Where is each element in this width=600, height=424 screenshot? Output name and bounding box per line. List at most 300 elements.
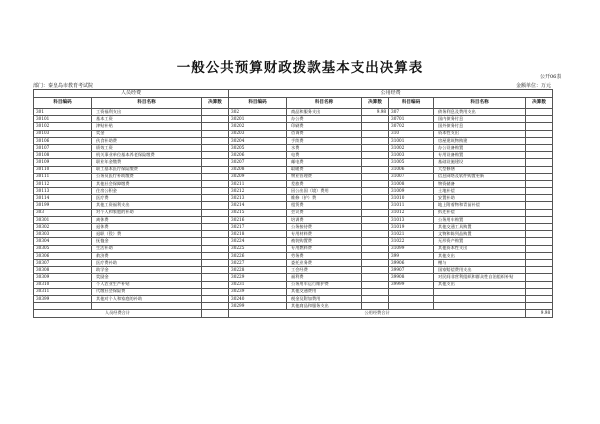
cell-amount [526,281,553,288]
cell-code: 30113 [34,188,92,195]
cell-code: 310 [389,130,434,137]
cell-code: 30229 [229,274,287,281]
col-header-code: 科目编码 [389,98,434,109]
cell-code: 30202 [229,123,287,130]
table-row [34,159,553,166]
cell-name: 生活补助 [92,245,202,252]
cell-code: 30205 [229,144,287,151]
table-row [34,274,553,281]
cell-amount [526,216,553,223]
cell-amount [362,166,389,173]
table-row [34,144,553,151]
cell-code: 30217 [229,224,287,231]
cell-amount [526,267,553,274]
cell-code: 31099 [389,245,434,252]
cell-amount [526,259,553,266]
cell-name: 公务接待费 [287,224,362,231]
cell-amount [362,202,389,209]
cell-code: 307 [389,109,434,116]
cell-name: 机关事业单位基本养老保险缴费 [92,152,202,159]
cell-name: 工会经费 [287,267,362,274]
cell-name: 退职（役）费 [92,231,202,238]
cell-code: 39907 [389,267,434,274]
table-row [34,209,553,216]
cell-code: 30102 [34,123,92,130]
table-row [34,288,553,295]
cell-name: 住房公积金 [92,188,202,195]
cell-code [389,303,434,310]
cell-amount [362,144,389,151]
cell-code: 30207 [229,159,287,166]
section-public: 公用经费 [229,90,553,98]
cell-amount [202,152,229,159]
cell-code: 30307 [34,259,92,266]
table-row [34,245,553,252]
cell-name: 无形资产购置 [434,238,526,245]
cell-name: 资本性支出 [434,130,526,137]
cell-name: 个人农业生产补贴 [92,281,202,288]
table-row [34,137,553,144]
cell-name: 公务用车购置 [434,216,526,223]
cell-code: 30213 [229,195,287,202]
cell-amount [202,224,229,231]
table-row [34,195,553,202]
cell-code: 30305 [34,245,92,252]
cell-name: 公务员医疗补助缴费 [92,173,202,180]
cell-amount [202,195,229,202]
cell-code: 30215 [229,209,287,216]
cell-amount [526,109,553,116]
cell-amount [526,166,553,173]
cell-amount [202,180,229,187]
table-row [34,180,553,187]
cell-amount [526,180,553,187]
cell-name: 手续费 [287,137,362,144]
cell-name: 职业年金缴费 [92,159,202,166]
table-row [34,216,553,223]
cell-amount [202,123,229,130]
cell-code: 30225 [229,245,287,252]
cell-name: 房屋建筑物购建 [434,137,526,144]
cell-amount [362,295,389,302]
cell-code: 30701 [389,116,434,123]
cell-name: 公务用车运行维护费 [287,281,362,288]
cell-code: 303 [34,209,92,216]
cell-amount [526,116,553,123]
cell-name: 印刷费 [287,123,362,130]
cell-name: 其他交通费用 [287,288,362,295]
cell-amount [362,267,389,274]
cell-amount: 9.98 [362,109,389,116]
cell-amount [362,216,389,223]
cell-amount [526,130,553,137]
cell-amount [202,238,229,245]
header-row [34,98,553,109]
cell-amount [526,288,553,295]
cell-name: 租赁费 [287,202,362,209]
cell-amount [202,288,229,295]
cell-amount [362,123,389,130]
cell-amount [526,159,553,166]
cell-name: 咨询费 [287,130,362,137]
cell-amount [202,295,229,302]
cell-amount [202,245,229,252]
table-row [34,123,553,130]
cell-code: 31006 [389,166,434,173]
table-row [34,231,553,238]
cell-amount [526,123,553,130]
cell-name: 国家赔偿费用支出 [434,267,526,274]
cell-amount [526,173,553,180]
cell-name: 取暖费 [287,166,362,173]
cell-code: 30203 [229,130,287,137]
cell-code: 39999 [389,281,434,288]
table-row [34,202,553,209]
cell-code: 30206 [229,152,287,159]
cell-name: 其他交通工具购置 [434,224,526,231]
cell-name: 津贴补贴 [92,123,202,130]
cell-name: 被装购置费 [287,238,362,245]
cell-name: 国外债务付息 [434,123,526,130]
cell-amount [202,116,229,123]
cell-code: 30108 [34,152,92,159]
cell-amount [362,274,389,281]
cell-name: 奖励金 [92,274,202,281]
cell-name: 医疗费 [92,195,202,202]
cell-name: 安置补助 [434,195,526,202]
table-row [34,281,553,288]
table-row [34,224,553,231]
cell-amount [202,267,229,274]
cell-name: 工资福利支出 [92,109,202,116]
cell-amount [202,259,229,266]
cell-name: 维修（护）费 [287,195,362,202]
cell-amount [526,202,553,209]
section-personnel: 人员经费 [34,90,229,98]
col-header-name: 科目名称 [287,98,362,109]
col-header-amount: 决算数 [362,98,389,109]
cell-name: 拆迁补偿 [434,209,526,216]
table-row [34,130,553,137]
cell-name: 专用材料费 [287,231,362,238]
cell-amount [362,209,389,216]
cell-name: 其他商品和服务支出 [287,303,362,310]
cell-code: 30311 [34,288,92,295]
cell-amount [202,231,229,238]
cell-amount [526,209,553,216]
personnel-total-label: 人员经费合计 [34,310,202,318]
department-label: 部门：秦皇岛市教育考试院 [33,83,94,89]
cell-name: 信息网络及软件购置更新 [434,173,526,180]
cell-code: 30109 [34,159,92,166]
cell-code: 30240 [229,295,287,302]
cell-name: 赠与 [434,259,526,266]
cell-code: 30231 [229,281,287,288]
cell-amount [202,137,229,144]
cell-code: 30299 [229,303,287,310]
cell-code: 30227 [229,259,287,266]
cell-name: 委托业务费 [287,259,362,266]
cell-code: 30306 [34,252,92,259]
cell-amount [362,195,389,202]
cell-name: 专用设备购置 [434,152,526,159]
cell-amount [362,173,389,180]
cell-code: 30101 [34,116,92,123]
cell-amount [362,224,389,231]
cell-code: 30304 [34,238,92,245]
cell-code: 30226 [229,252,287,259]
cell-amount [526,144,553,151]
cell-amount [526,195,553,202]
public-total-label: 公用经费合计 [229,310,526,318]
cell-code: 31019 [389,224,434,231]
col-header-name: 科目名称 [434,98,526,109]
cell-name: 离休费 [92,216,202,223]
cell-name: 代缴社会保险费 [92,288,202,295]
table-row [34,109,553,116]
cell-code: 30399 [34,295,92,302]
cell-name: 物资储备 [434,180,526,187]
col-header-amount: 决算数 [526,98,553,109]
cell-name: 办公费 [287,116,362,123]
cell-amount [202,173,229,180]
personnel-total-value [202,310,229,318]
col-header-code: 科目编码 [229,98,287,109]
cell-code: 30310 [34,281,92,288]
cell-amount [526,188,553,195]
table-row [34,303,553,310]
cell-amount [362,238,389,245]
table-row [34,252,553,259]
form-number: 公开06表 [540,74,562,80]
cell-code: 31011 [389,202,434,209]
cell-code: 31022 [389,238,434,245]
cell-amount [202,281,229,288]
cell-name: 抚恤金 [92,238,202,245]
cell-amount [526,152,553,159]
cell-code: 301 [34,109,92,116]
col-header-name: 科目名称 [92,98,202,109]
cell-name: 职工基本医疗保险缴费 [92,166,202,173]
cell-name: 对民间非营利组织和群众性自治组织补贴 [434,274,526,281]
table-row [34,188,553,195]
cell-amount [202,109,229,116]
cell-code [389,288,434,295]
cell-code: 30204 [229,137,287,144]
cell-name: 退休费 [92,224,202,231]
cell-amount [202,188,229,195]
cell-amount [526,137,553,144]
cell-name: 邮电费 [287,159,362,166]
cell-amount [362,303,389,310]
cell-amount [202,274,229,281]
cell-amount [362,288,389,295]
cell-code: 30110 [34,166,92,173]
cell-amount [202,202,229,209]
cell-name: 土地补偿 [434,188,526,195]
cell-code: 302 [229,109,287,116]
public-total-value: 9.98 [526,310,553,318]
cell-name: 商品和服务支出 [287,109,362,116]
col-header-amount: 决算数 [202,98,229,109]
cell-name: 奖金 [92,130,202,137]
totals-row [34,310,553,318]
cell-code: 30212 [229,188,287,195]
cell-name: 专用燃料费 [287,245,362,252]
cell-code: 30209 [229,173,287,180]
cell-name: 绩效工资 [92,144,202,151]
cell-name: 劳务费 [287,252,362,259]
cell-name: 救济费 [92,252,202,259]
cell-amount [362,259,389,266]
cell-code: 31005 [389,159,434,166]
cell-name: 助学金 [92,267,202,274]
table-row [34,166,553,173]
cell-amount [362,152,389,159]
cell-code: 30228 [229,267,287,274]
cell-code: 31007 [389,173,434,180]
cell-name: 办公设备购置 [434,144,526,151]
cell-amount [202,159,229,166]
cell-amount [202,166,229,173]
cell-name: 其他支出 [434,281,526,288]
table-row [34,238,553,245]
cell-code: 30214 [229,202,287,209]
cell-amount [362,116,389,123]
cell-name: 差旅费 [287,180,362,187]
cell-amount [202,130,229,137]
cell-name: 基础设施建设 [434,159,526,166]
page-title: 一般公共预算财政拨款基本支出决算表 [176,60,424,76]
cell-amount [202,209,229,216]
cell-code: 30239 [229,288,287,295]
cell-name: 文物和陈列品购置 [434,231,526,238]
cell-name [434,295,526,302]
table-row [34,173,553,180]
cell-code: 31010 [389,195,434,202]
unit-label: 金额单位：万元 [516,83,552,89]
cell-code: 30208 [229,166,287,173]
cell-name: 其他社会保障缴费 [92,180,202,187]
cell-code: 31012 [389,209,434,216]
table-row [34,259,553,266]
cell-name: 大型修缮 [434,166,526,173]
cell-name: 培训费 [287,216,362,223]
cell-name: 福利费 [287,274,362,281]
cell-name: 对个人和家庭的补助 [92,209,202,216]
cell-code: 30106 [34,137,92,144]
cell-name: 地上附着物和青苗补偿 [434,202,526,209]
cell-name [434,303,526,310]
cell-name: 物业管理费 [287,173,362,180]
cell-code: 399 [389,252,434,259]
cell-code: 30199 [34,202,92,209]
cell-name: 水费 [287,144,362,151]
cell-amount [202,216,229,223]
cell-code: 30114 [34,195,92,202]
cell-name: 会议费 [287,209,362,216]
cell-name: 基本工资 [92,116,202,123]
cell-code: 30301 [34,216,92,223]
cell-amount [362,159,389,166]
cell-code: 30216 [229,216,287,223]
cell-code: 31009 [389,188,434,195]
cell-name: 其他支出 [434,252,526,259]
cell-code: 30103 [34,130,92,137]
cell-name: 电费 [287,152,362,159]
cell-code [34,303,92,310]
cell-name: 其他对个人和家庭的补助 [92,295,202,302]
cell-name: 税金及附加费用 [287,295,362,302]
cell-amount [202,144,229,151]
cell-code: 31002 [389,144,434,151]
table-row [34,152,553,159]
table-row [34,116,553,123]
cell-code: 31003 [389,152,434,159]
cell-amount [362,188,389,195]
cell-amount [526,295,553,302]
cell-amount [362,130,389,137]
cell-name: 债务利息及费用支出 [434,109,526,116]
table-row [34,295,553,302]
cell-name: 医疗费补助 [92,259,202,266]
cell-name: 伙食补助费 [92,137,202,144]
cell-amount [526,252,553,259]
cell-code: 31001 [389,137,434,144]
cell-code: 30308 [34,267,92,274]
cell-code: 30201 [229,116,287,123]
cell-amount [362,231,389,238]
cell-amount [526,303,553,310]
cell-amount [362,245,389,252]
cell-amount [362,180,389,187]
cell-amount [362,137,389,144]
cell-amount [526,238,553,245]
table-row [34,267,553,274]
cell-name: 其他资本性支出 [434,245,526,252]
cell-amount [526,231,553,238]
cell-amount [202,252,229,259]
cell-code: 31021 [389,231,434,238]
cell-amount [202,303,229,310]
cell-code: 30309 [34,274,92,281]
cell-name [434,288,526,295]
cell-code: 31013 [389,216,434,223]
cell-name: 国内债务付息 [434,116,526,123]
cell-code: 30702 [389,123,434,130]
expenditure-table [33,89,553,318]
cell-code: 30302 [34,224,92,231]
cell-code [389,295,434,302]
cell-code: 39908 [389,274,434,281]
cell-code: 30107 [34,144,92,151]
cell-amount [362,281,389,288]
cell-code: 30111 [34,173,92,180]
cell-code: 39906 [389,259,434,266]
cell-name: 因公出国（境）费用 [287,188,362,195]
cell-amount [526,245,553,252]
cell-code: 30218 [229,231,287,238]
col-header-code: 科目编码 [34,98,92,109]
cell-code: 31008 [389,180,434,187]
cell-code: 30224 [229,238,287,245]
cell-amount [526,274,553,281]
cell-amount [362,252,389,259]
cell-amount [526,224,553,231]
cell-name: 其他工资福利支出 [92,202,202,209]
cell-code: 30303 [34,231,92,238]
cell-code: 30112 [34,180,92,187]
